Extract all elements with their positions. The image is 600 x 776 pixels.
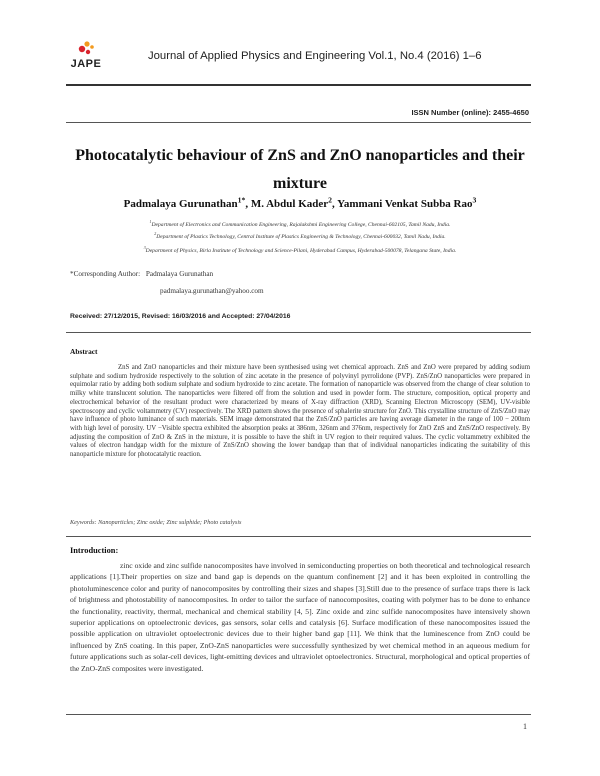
corresponding-email[interactable]: padmalaya.gurunathan@yahoo.com (160, 287, 264, 295)
author-name: M. Abdul Kader (250, 198, 329, 210)
page-number: 1 (523, 722, 527, 731)
author-superscript: 3 (472, 195, 477, 205)
author-superscript: 2 (328, 195, 332, 205)
author-name: Yammani Venkat Subba Rao (337, 198, 473, 210)
affiliation-superscript: 1 (149, 220, 152, 225)
keywords: Keywords: Nanoparticles; Zinc oxide; Zinc sulphide; Photo catalysis (70, 519, 242, 526)
affiliation-text: Department of Electronics and Communication Engineering, Rajalakshmi Engineering College, Chennai-602105, Tamil Nadu, India. (151, 222, 451, 228)
affiliation (66, 234, 534, 240)
issn-number: ISSN Number (online): 2455-4650 (411, 108, 529, 117)
introduction-body: zinc oxide and zinc sulfide nanocomposites have involved in semiconducting properties on both theoretical and technological research applications [1].Their properties on size and band gap is depends on the quantum confinement [2] and it has been exploited in controlling the photoluminescence color and purity of nanocomposites by controlling their sizes and shapes [3].Still due to the presence of surface traps there is lack of brightness and photostability of nanocomposites. In order to tailor the surface of nanocomposites, coating with polymer has to be done to enhance the functionality, reactivity, thermal, mechanical and chemical stability [4, 5]. Zinc oxide and zinc sulfide nanocomposites have intensively shown superior applications on optoelectronic devices, gas sensors, solar cells and catalysis [6]. Surface modification of these nanocomposites issued the possible application on ultraviolet optoelectronic devices due to their higher band gap [11]. We think that the luminescence from ZnO could be influenced by ZnS coating. In this paper, ZnO-ZnS nanoparticles were successfully synthesized by wet chemical method in an aqueous medium for future applications such as solar-cell devices, light-emitting devices and ultraviolet optoelectronics. Structural, morphological and optical properties of the ZnO-ZnS composites were investigated. (70, 561, 530, 673)
corresponding-label: *Corresponding Author: (70, 270, 141, 278)
abstract-heading: Abstract (70, 347, 98, 356)
corresponding-author (70, 270, 213, 278)
affiliation (66, 222, 534, 228)
footer-rule (66, 714, 531, 715)
abstract-body: ZnS and ZnO nanoparticles and their mixture have been synthesised using wet chemical approach. ZnS and ZnO were prepared by adding sodium sulphate and sodium hydroxide respectively to the solution of zinc acetate in the presence of polyvinyl pyrrolidone (PVP). ZnS/ZnO nanoparticles were prepared in equimolar ratio by adding both sodium sulphate and sodium hydroxide to zinc acetate. The formation of nanoparticle was observed from the change of clear solution to milky white translucent solution. The nanoparticles were filtered off from the solution and used in powder form. The structure, composition, optical property and electrochemical behavior of the resultant product were characterized by means of X-ray diffraction (XRD), Scanning Electron Microscopy (SEM), UV-visible spectroscopy and cyclic voltammetry (CV) respectively. The XRD pattern shows the presence of sphalerite structure for ZnO. This crystalline structure of ZnS/ZnO may have influence of photo luminance of such materials. SEM image demonstrated that the ZnS/ZnO particles are having average diameter in the range of 100 − 200nm with high level of porosity. UV −Visible spectra exhibited the absorption peaks at 386nm, 326nm and 376nm, respectively for ZnO ZnS and ZnS/ZnO respectively. By adjusting the composition of ZnO & ZnS in the mixture, it is possible to have the shift in UV region to their required values. The cyclic voltammetry exhibited the values of electron handgap width for the mixture of ZnS/ZnO showing the lower bandgap than that of individual nanoparticles indicating the suitability of this nanoparticle mixture for photocatalytic reaction. (70, 364, 530, 459)
issn-rule (66, 122, 531, 123)
author-superscript: 1* (237, 195, 246, 205)
received-dates: Received: 27/12/2015, Revised: 16/03/2016 and Accepted: 27/04/2016 (70, 313, 291, 320)
affiliation (66, 248, 534, 254)
logo-text: JAPE (70, 58, 102, 70)
journal-logo (66, 40, 106, 72)
journal-title: Journal of Applied Physics and Engineering Vol.1, No.4 (2016) 1–6 (148, 50, 482, 62)
corresponding-name: Padmalaya Gurunathan (145, 270, 214, 278)
affiliation-superscript: 3 (143, 246, 146, 251)
received-rule (66, 332, 531, 333)
author-name: Padmalaya Gurunathan (123, 198, 238, 210)
affiliation-superscript: 2 (154, 232, 157, 237)
affiliation-text: Department of Physics, Birla Institute of Technology and Science-Pilani, Hyderabad Campus, Hyderabad-500078, Telangana State, India. (145, 248, 457, 254)
introduction-heading: Introduction: (70, 546, 119, 555)
affiliation-text: Department of Plastics Technology, Central Institute of Plastics Engineering & Technology, Chennai-600032, Tamil Nadu, India. (156, 234, 446, 240)
paper-title: Photocatalytic behaviour of ZnS and ZnO nanoparticles and their mixture (75, 147, 525, 192)
header-rule (66, 84, 531, 86)
logo-mark-icon (76, 40, 96, 58)
author-list: Padmalaya Gurunathan$^{1*}$, M. Abdul Kader$^2$, Yammani Venkat Subba Rao$^3$ (123, 195, 477, 210)
keywords-rule (66, 536, 531, 537)
